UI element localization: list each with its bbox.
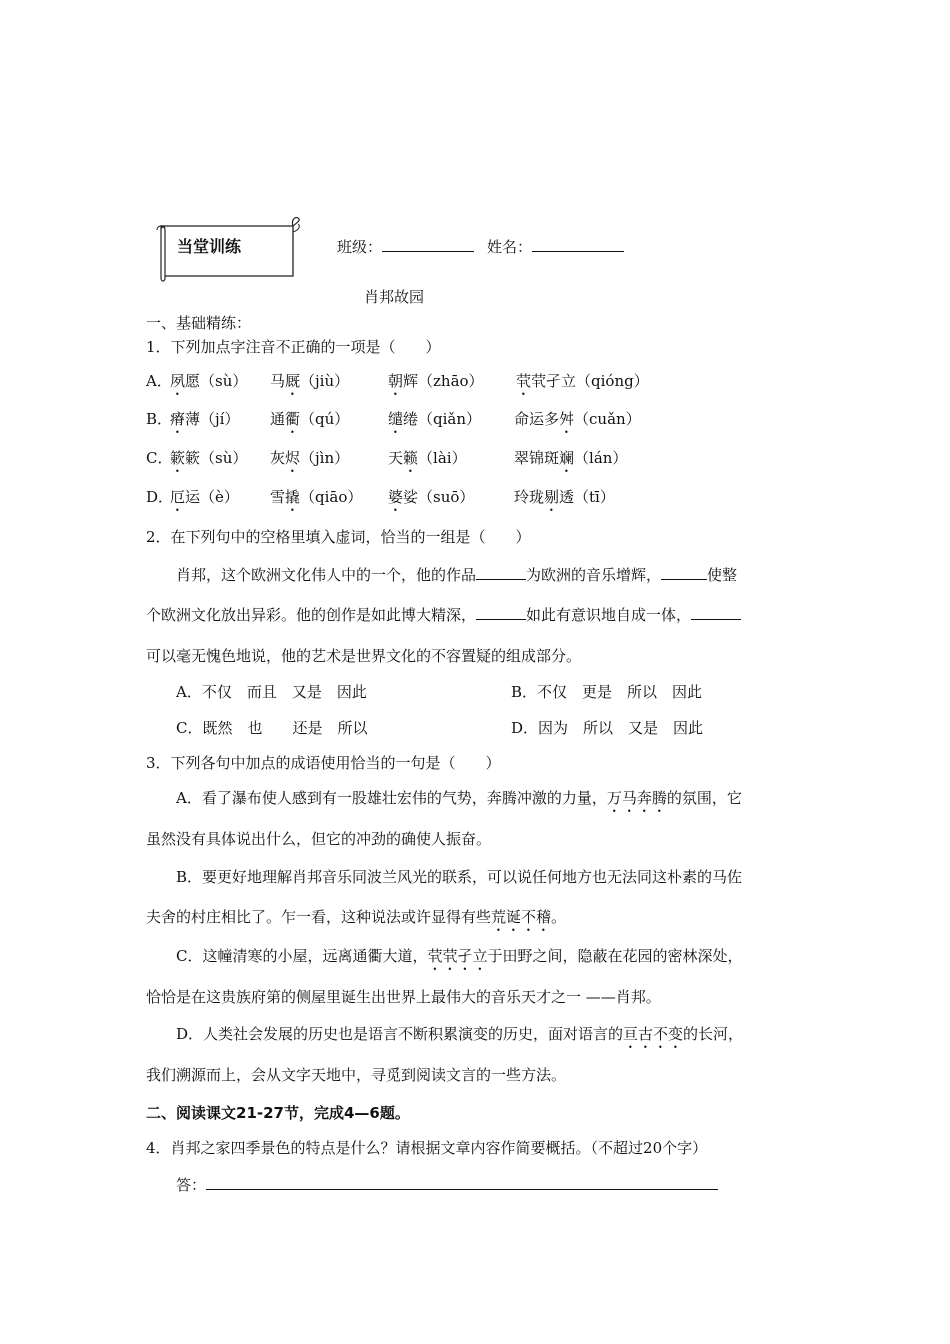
option-label: A． xyxy=(146,372,172,390)
blank-1[interactable] xyxy=(476,565,526,580)
q3-c-line1: C．这幢清寒的小屋，远离通衢大道，茕茕孑立于田野之间，隐蔽在花园的密林深处， xyxy=(176,947,743,965)
q4-answer xyxy=(176,1174,718,1195)
option-item: 簌簌（sù） xyxy=(170,449,248,467)
option-item: 翠锦斑斓（lán） xyxy=(514,449,628,467)
option-item: 厄运（è） xyxy=(170,488,239,506)
idiom-dotted: 茕茕孑立 xyxy=(427,947,488,965)
q1-option-a xyxy=(146,370,649,391)
q2-passage-line2: 个欧洲文化放出异彩。他的创作是如此博大精深， 如此有意识地自成一体， xyxy=(146,604,741,625)
q3-a-line1: A．看了瀑布使人感到有一股雄壮宏伟的气势，奔腾冲激的力量，万马奔腾的氛围，它 xyxy=(176,789,742,807)
q2-option-d: D．因为 所以 又是 因此 xyxy=(511,719,704,737)
section2-heading: 二、阅读课文21-27节，完成4—6题。 xyxy=(146,1104,410,1122)
name-field xyxy=(487,236,624,257)
banner-label: 当堂训练 xyxy=(177,237,242,256)
q2-option-a: A．不仅 而且 又是 因此 xyxy=(176,683,367,701)
option-item: 雪撬（qiāo） xyxy=(270,488,363,506)
q1-stem: 1．下列加点字注音不正确的一项是（ ） xyxy=(146,338,441,356)
page-title: 肖邦故园 xyxy=(364,288,425,306)
answer-label: 答： xyxy=(176,1176,207,1194)
idiom-dotted: 万马奔腾 xyxy=(606,789,667,807)
q3-d-line1: D．人类社会发展的历史也是语言不断积累演变的历史，面对语言的亘古不变的长河， xyxy=(176,1025,744,1043)
blank-4[interactable] xyxy=(691,605,741,620)
option-label: C． xyxy=(146,449,173,467)
q2-stem: 2．在下列句中的空格里填入虚词，恰当的一组是（ ） xyxy=(146,528,531,546)
option-item: 马厩（jiù） xyxy=(270,372,350,390)
blank-3[interactable] xyxy=(476,605,526,620)
blank-2[interactable] xyxy=(661,565,707,580)
option-item: 婆娑（suō） xyxy=(388,488,475,506)
q3-a-line2: 虽然没有具体说出什么，但它的冲劲的确使人振奋。 xyxy=(146,830,492,848)
q3-b-line1: B．要更好地理解肖邦音乐同波兰风光的联系，可以说任何地方也无法同这朴素的马佐 xyxy=(176,868,743,886)
option-item: 茕茕孑立（qióng） xyxy=(516,372,649,390)
q3-b-line2: 夫舍的村庄相比了。乍一看，这种说法或许显得有些荒诞不稽。 xyxy=(146,908,567,926)
q3-c-line2: 恰恰是在这贵族府第的侧屋里诞生出世界上最伟大的音乐天才之一 ——肖邦。 xyxy=(146,988,661,1006)
class-label: 班级： xyxy=(337,238,383,256)
class-blank[interactable] xyxy=(382,237,474,252)
option-item: 瘠薄（jí） xyxy=(170,410,240,428)
option-item: 天籁（lài） xyxy=(388,449,467,467)
class-field xyxy=(337,236,474,257)
option-label: B． xyxy=(146,410,173,428)
q3-stem: 3．下列各句中加点的成语使用恰当的一句是（ ） xyxy=(146,754,501,772)
option-item: 命运多舛（cuǎn） xyxy=(514,410,641,428)
q1-option-d xyxy=(146,486,615,507)
idiom-dotted: 荒诞不稽 xyxy=(491,908,552,926)
option-item: 缱绻（qiǎn） xyxy=(388,410,482,428)
option-item: 夙愿（sù） xyxy=(170,372,248,390)
q2-passage-line1: 肖邦，这个欧洲文化伟人中的一个，他的作品 为欧洲的音乐增辉， 使整 xyxy=(176,566,738,584)
q3-d-line2: 我们溯源而上，会从文字天地中，寻觅到阅读文言的一些方法。 xyxy=(146,1066,567,1084)
option-item: 玲珑剔透（tī） xyxy=(514,488,615,506)
q4-stem: 4．肖邦之家四季景色的特点是什么？请根据文章内容作简要概括。（不超过20个字） xyxy=(146,1139,708,1157)
q2-option-b: B．不仅 更是 所以 因此 xyxy=(511,683,703,701)
q1-option-b xyxy=(146,408,641,429)
q1-option-c xyxy=(146,447,628,468)
option-label: D． xyxy=(146,488,174,506)
q2-option-c: C．既然 也 还是 所以 xyxy=(176,719,368,737)
idiom-dotted: 亘古不变 xyxy=(623,1025,684,1043)
option-item: 朝辉（zhāo） xyxy=(388,372,484,390)
option-item: 灰烬（jìn） xyxy=(270,449,350,467)
option-item: 通衢（qú） xyxy=(270,410,350,428)
q2-passage-line3: 可以毫无愧色地说，他的艺术是世界文化的不容置疑的组成部分。 xyxy=(146,647,582,665)
name-label: 姓名： xyxy=(487,238,533,256)
name-blank[interactable] xyxy=(532,237,624,252)
answer-line[interactable] xyxy=(206,1175,718,1190)
section1-heading: 一、基础精练： xyxy=(146,314,252,332)
